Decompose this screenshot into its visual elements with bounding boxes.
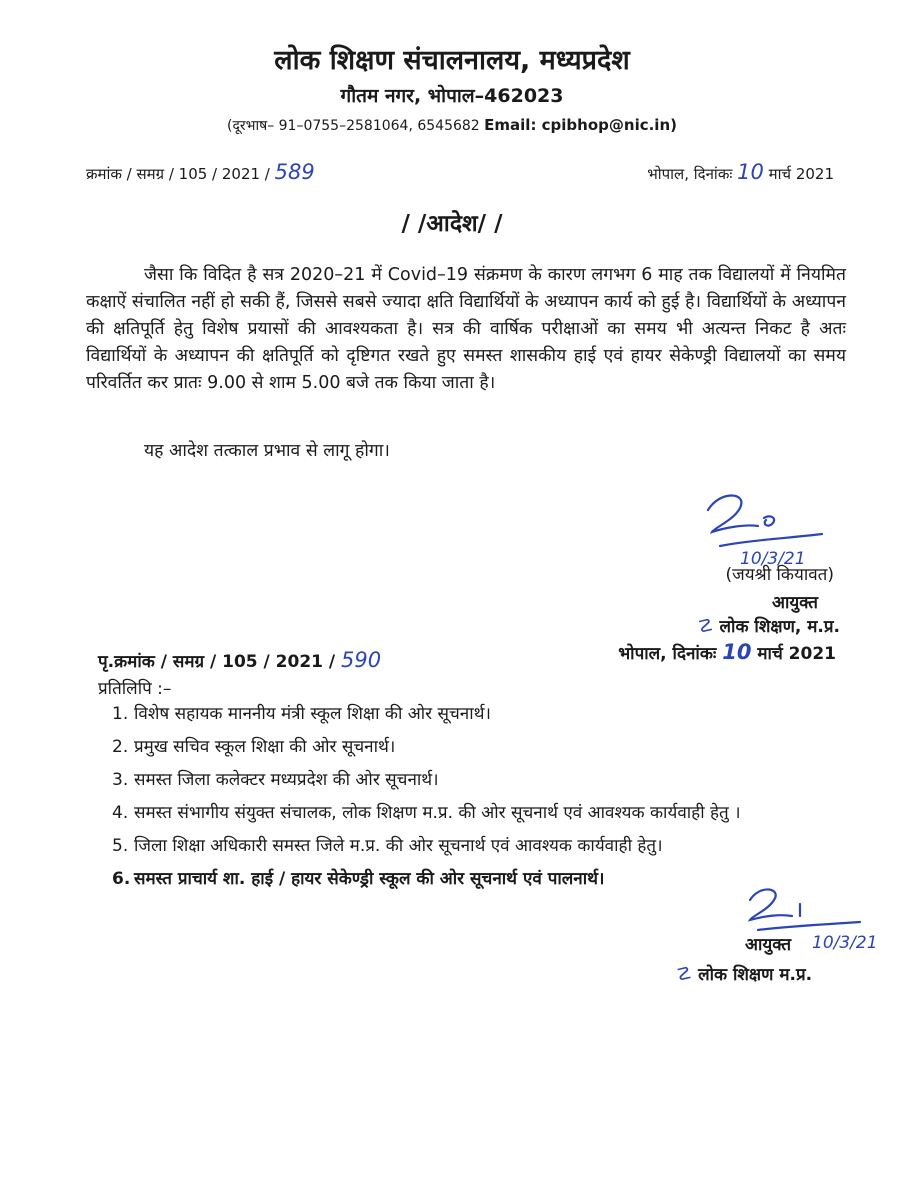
list-item: 2. प्रमुख सचिव स्कूल शिक्षा की ओर सूचनार्थ।	[112, 737, 396, 757]
order-paragraph-2: यह आदेश तत्काल प्रभाव से लागू होगा।	[144, 441, 390, 461]
signatory-office	[697, 614, 840, 637]
initial-mark: ☡	[697, 616, 714, 637]
list-item: 6. समस्त प्राचार्य शा. हाई / हायर सेकेण्ड्री स्कूल की ओर सूचनार्थ एवं पालनार्थ।	[112, 869, 605, 889]
order-reference-printed: क्रमांक / समग्र / 105 / 2021 /	[86, 165, 270, 183]
endorsement-date	[618, 640, 836, 664]
endorsement-number-handwritten: 590	[341, 648, 382, 672]
order-date-suffix: मार्च 2021	[768, 165, 834, 183]
copy-label: प्रतिलिपि :–	[98, 679, 172, 699]
initial-mark-2: ☡	[676, 964, 693, 985]
recipients-list	[112, 700, 852, 898]
order-reference	[86, 160, 315, 184]
order-paragraph-1: जैसा कि विदित है सत्र 2020–21 में Covid–19 संक्रमण के कारण लगभग 6 माह तक विद्यालयों में नियमित कक्षाऐं संचालित नहीं हो सकी हैं, जिससे सबसे ज्यादा क्षति विद्यार्थियों के अध्यापन कार्य को हुई है। विद्यार्थियों के अध्यापन की क्षतिपूर्ति हेतु विशेष प्रयासों की आवश्यकता है। सत्र की वार्षिक परीक्षाओं का समय भी अत्यन्त निकट है अतः विद्यार्थियों के अध्यापन की क्षतिपूर्ति को दृष्टिगत रखते हुए समस्त शासकीय हाई एवं हायर सेकेण्ड्री विद्यालयों का समय परिवर्तित कर प्रातः 9.00 से शाम 5.00 बजे तक किया जाता है।	[86, 265, 846, 393]
endorsement-office	[676, 962, 812, 985]
order-number-handwritten: 589	[274, 160, 315, 184]
endorsement-date-day-handwritten: 10	[722, 640, 752, 664]
list-item: 5. जिला शिक्षा अधिकारी समस्त जिले म.प्र. की ओर सूचनार्थ एवं आवश्यक कार्यवाही हेतु।	[112, 836, 663, 856]
signatory-office-text: लोक शिक्षण, म.प्र.	[719, 617, 840, 637]
phone-numbers: (दूरभाष– 91–0755–2581064, 6545682	[227, 118, 480, 134]
list-item: 1. विशेष सहायक माननीय मंत्री स्कूल शिक्षा की ओर सूचनार्थ।	[112, 704, 491, 724]
endorsement-reference-printed: पृ.क्रमांक / समग्र / 105 / 2021 /	[98, 652, 336, 672]
signature-1-date: 10/3/21	[740, 549, 806, 569]
list-item: 4. समस्त संभागीय संयुक्त संचालक, लोक शिक्षण म.प्र. की ओर सूचनार्थ एवं आवश्यक कार्यवाही हेतु ।	[112, 803, 741, 823]
office-address: गौतम नगर, भोपाल–462023	[340, 85, 564, 107]
email-address: Email: cpibhop@nic.in)	[484, 116, 677, 134]
signature-2-date: 10/3/21	[812, 933, 878, 952]
signatory-designation: आयुक्त	[771, 593, 818, 613]
signatory-name: (जयश्री कियावत)	[725, 565, 834, 585]
order-date-day-handwritten: 10	[737, 160, 764, 184]
office-title: लोक शिक्षण संचालनालय, मध्यप्रदेश	[274, 45, 630, 76]
order-date	[647, 160, 834, 184]
endorsement-date-suffix: मार्च 2021	[757, 644, 836, 664]
order-heading: / /आदेश/ /	[401, 211, 503, 237]
list-item: 3. समस्त जिला कलेक्टर मध्यप्रदेश की ओर सूचनार्थ।	[112, 770, 439, 790]
contact-line	[0, 116, 904, 135]
endorsement-designation: आयुक्त	[745, 935, 792, 955]
endorsement-office-text: लोक शिक्षण म.प्र.	[698, 965, 813, 985]
endorsement-date-prefix: भोपाल, दिनांकः	[618, 644, 717, 664]
order-date-prefix: भोपाल, दिनांकः	[647, 165, 733, 183]
endorsement-reference	[98, 648, 381, 672]
